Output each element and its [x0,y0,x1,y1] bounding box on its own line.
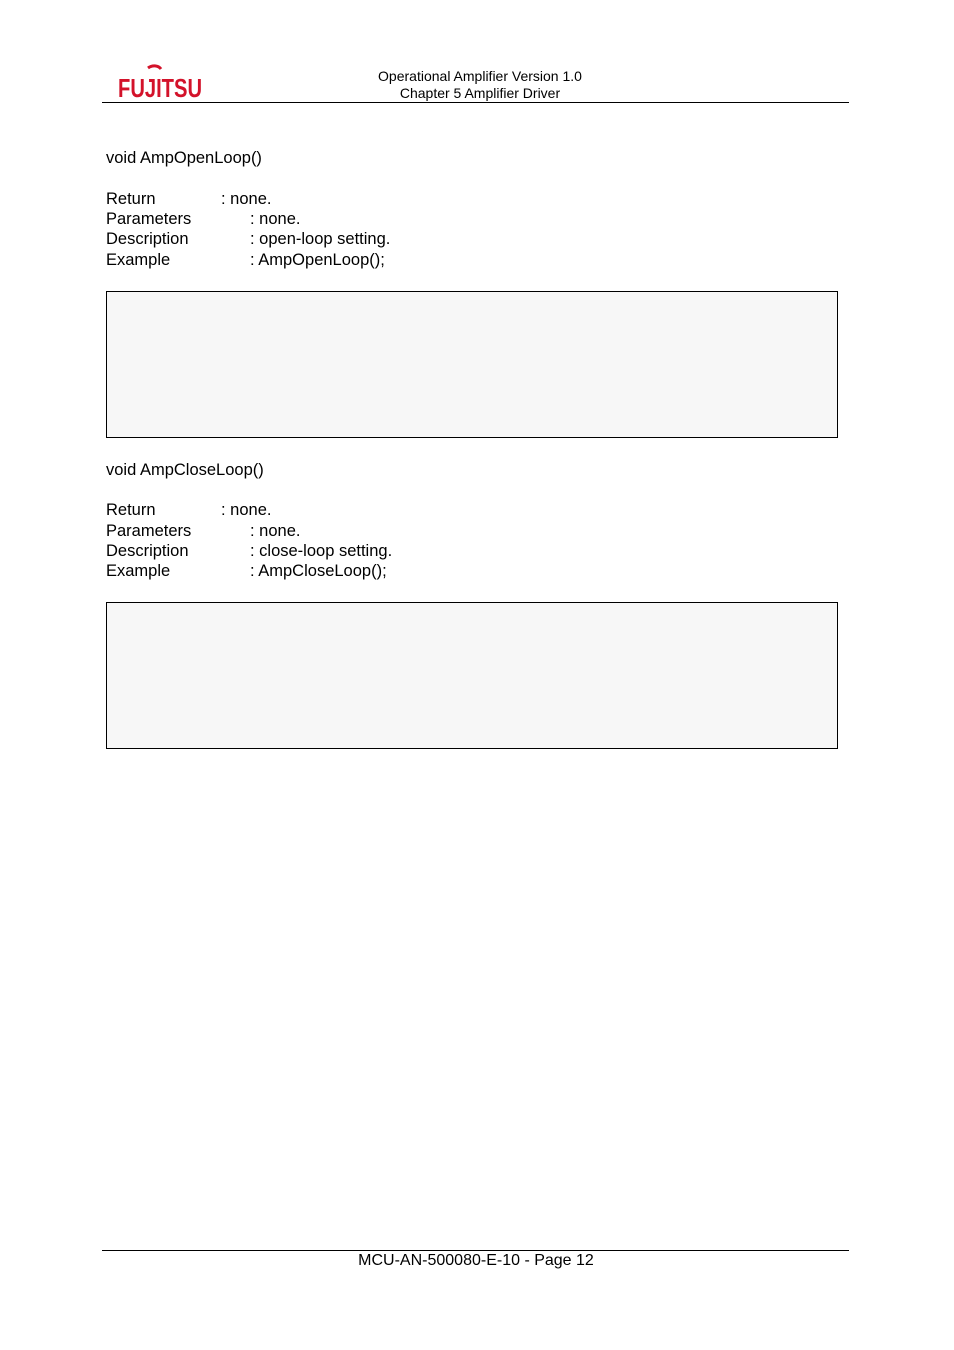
parameters-label: Parameters [106,210,192,228]
example-value: : AmpOpenLoop(); [250,251,385,269]
example-value: : AmpCloseLoop(); [250,562,387,580]
parameters-value: : none. [250,522,301,540]
description-label: Description [106,230,189,248]
function-signature: void AmpCloseLoop() [106,461,264,479]
chapter-title: Chapter 5 Amplifier Driver [399,85,561,101]
document-title: Operational Amplifier Version 1.0 [378,68,582,84]
description-value: : open-loop setting. [250,230,391,248]
code-example-box [106,291,838,438]
description-label: Description [106,542,189,560]
parameters-label: Parameters [106,522,192,540]
fujitsu-logo [118,66,206,106]
header-rule [102,102,849,103]
function-signature: void AmpOpenLoop() [106,149,262,167]
description-value: : close-loop setting. [250,542,393,560]
example-label: Example [106,251,171,269]
return-value: : none. [221,190,272,208]
logo-text: FUJITSU [118,73,202,103]
page-footer: MCU-AN-500080-E-10 - Page 12 [358,1252,594,1269]
code-example-box [106,602,838,749]
logo-arc [148,66,161,69]
example-label: Example [106,562,171,580]
return-label: Return [106,190,156,208]
parameters-value: : none. [250,210,301,228]
return-label: Return [106,501,156,519]
return-value: : none. [221,501,272,519]
